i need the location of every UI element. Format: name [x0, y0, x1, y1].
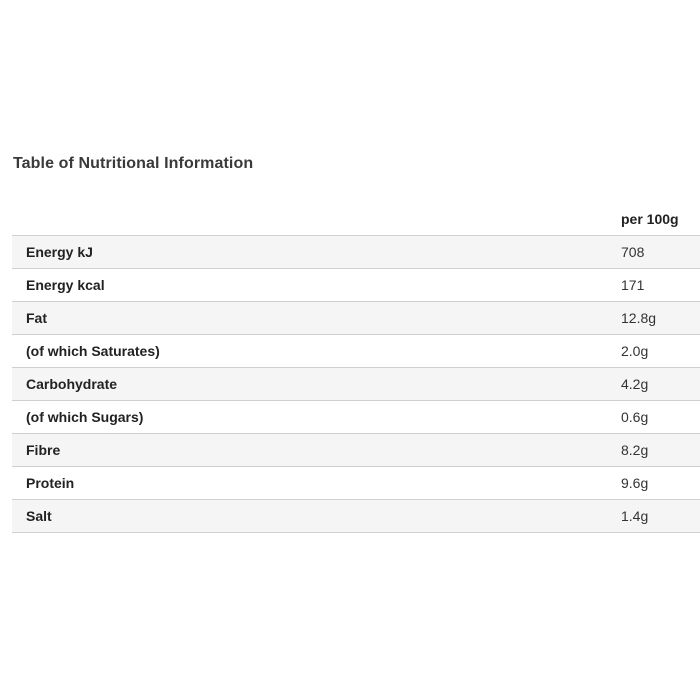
- nutrient-name: Fat: [12, 302, 621, 335]
- column-header-nutrient: [12, 202, 621, 236]
- nutrient-value: 171: [621, 269, 700, 302]
- page-title: Table of Nutritional Information: [13, 155, 254, 172]
- nutrient-value: 2.0g: [621, 335, 700, 368]
- table-row: [12, 368, 700, 401]
- table-row: [12, 335, 700, 368]
- table-row: [12, 401, 700, 434]
- nutrient-name: Protein: [12, 467, 621, 500]
- table-header: [12, 202, 700, 236]
- nutrient-name: Fibre: [12, 434, 621, 467]
- nutrient-name: (of which Saturates): [12, 335, 621, 368]
- nutrient-name: Salt: [12, 500, 621, 533]
- table-row: [12, 269, 700, 302]
- nutrient-value: 8.2g: [621, 434, 700, 467]
- nutrition-table: [12, 202, 700, 533]
- nutrient-value: 1.4g: [621, 500, 700, 533]
- nutrient-value: 0.6g: [621, 401, 700, 434]
- table-row: [12, 500, 700, 533]
- nutrient-value: 4.2g: [621, 368, 700, 401]
- nutrient-name: (of which Sugars): [12, 401, 621, 434]
- table-body: [12, 236, 700, 533]
- header-row: [12, 202, 700, 236]
- nutrient-name: Energy kJ: [12, 236, 621, 269]
- nutrient-value: 9.6g: [621, 467, 700, 500]
- nutrient-name: Carbohydrate: [12, 368, 621, 401]
- table-row: [12, 302, 700, 335]
- table-row: [12, 236, 700, 269]
- table-row: [12, 467, 700, 500]
- nutrient-value: 708: [621, 236, 700, 269]
- column-header-per-100g: per 100g: [621, 202, 700, 236]
- nutrient-name: Energy kcal: [12, 269, 621, 302]
- table-row: [12, 434, 700, 467]
- nutrient-value: 12.8g: [621, 302, 700, 335]
